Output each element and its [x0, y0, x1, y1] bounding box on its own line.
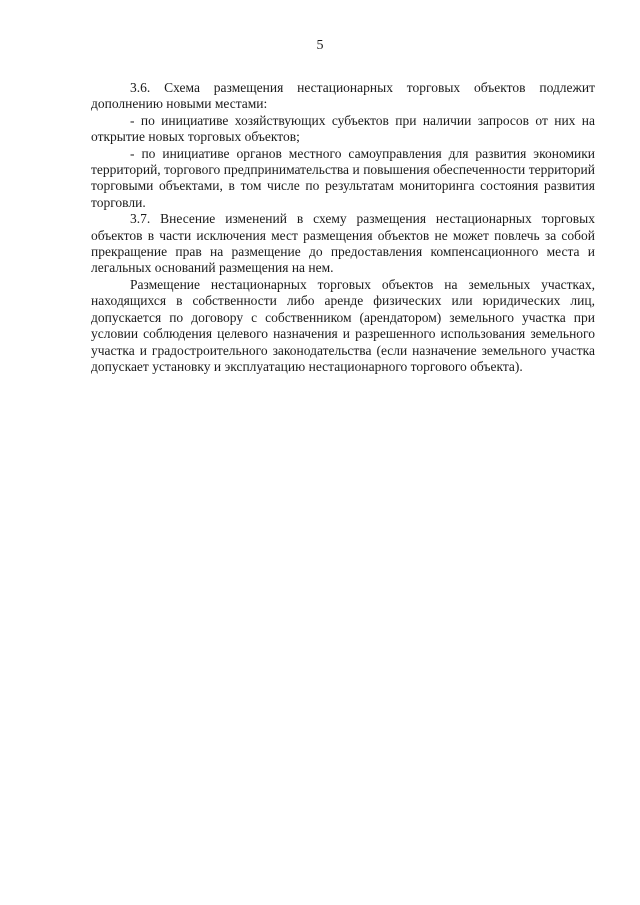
document-body [91, 80, 595, 375]
paragraph-land-placement: Размещение нестационарных торговых объектов на земельных участках, находящихся в собственности либо аренде физических или юридических лиц, допускается по договору с собственником (арендатором) земельного участка при условии соблюдения целевого назначения и разрешенного использования земельного участка и градостроительного законодательства (если назначение земельного участка допускает установку и эксплуатацию нестационарного торгового объекта). [91, 276, 595, 374]
paragraph-item-business-initiative: - по инициативе хозяйствующих субъектов при наличии запросов от них на открытие новых торговых объектов; [91, 112, 595, 145]
paragraph-3-6: 3.6. Схема размещения нестационарных торговых объектов подлежит дополнению новыми местами: [91, 80, 595, 112]
paragraph-item-local-government-initiative: - по инициативе органов местного самоуправления для развития экономики территорий, торгового предпринимательства и повышения обеспеченности территорий торговыми объектами, в том числе по результатам мониторинга состояния развития торговли. [91, 145, 595, 210]
paragraph-3-7: 3.7. Внесение изменений в схему размещения нестационарных торговых объектов в части исключения мест размещения объектов не может повлечь за собой прекращение прав на размещение до предоставления компенсационного места и легальных оснований размещения на нем. [91, 211, 595, 276]
page-number: 5 [316, 38, 324, 53]
